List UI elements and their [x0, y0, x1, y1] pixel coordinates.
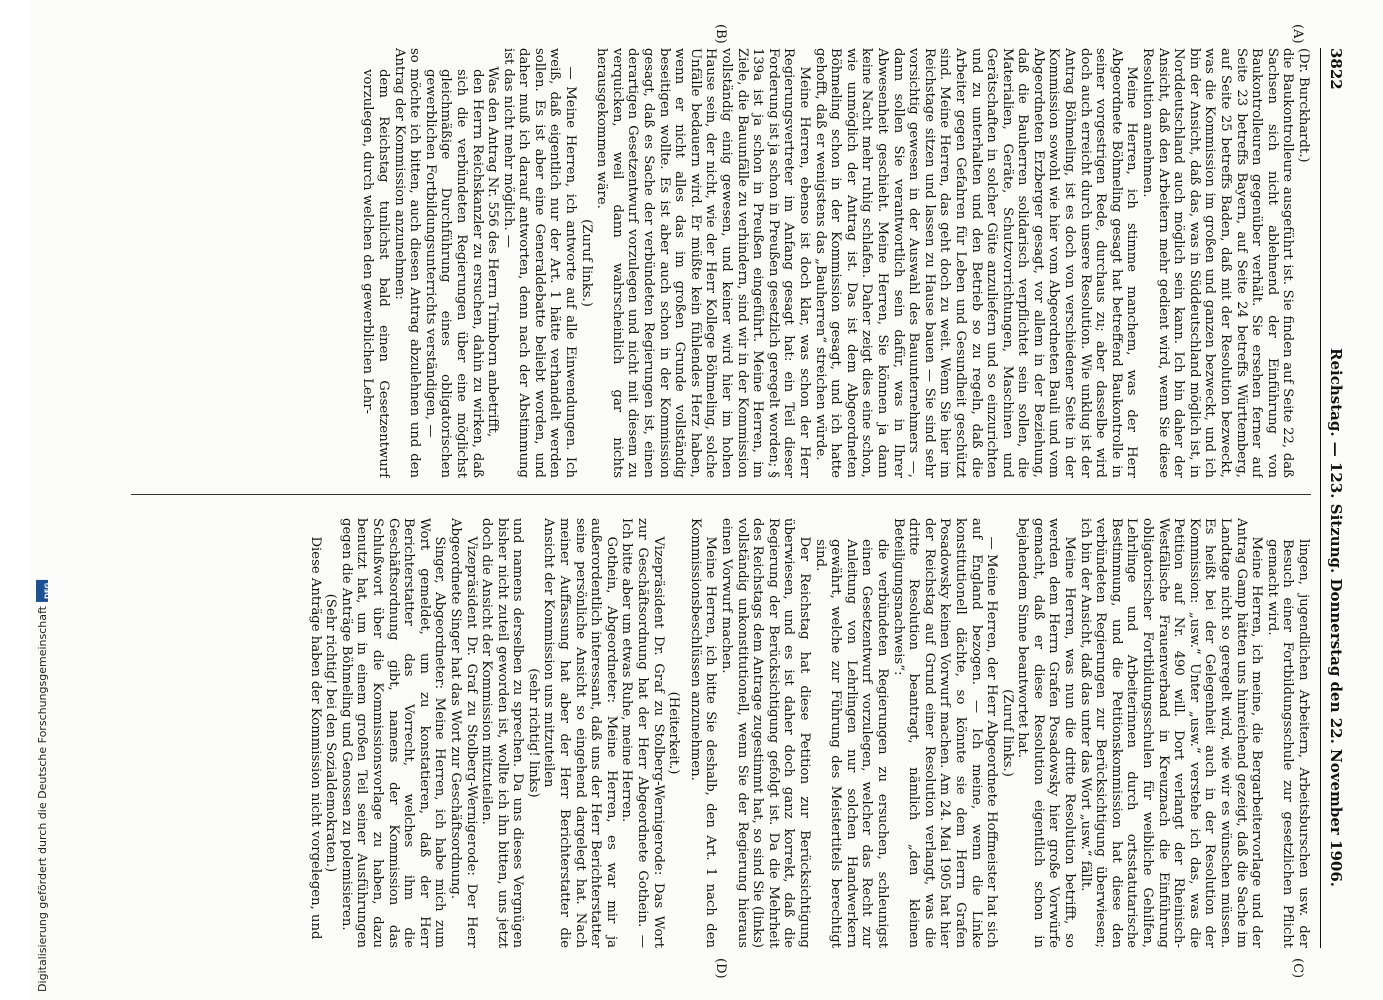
margin-marker-b: (B)	[713, 24, 728, 44]
left-column-paragraph: (Dr. Burckhardt.)	[1296, 48, 1311, 163]
right-column-paragraph: und namens derselben zu sprechen. Da uns dieses Vergnügen bisher nicht zuteil geworden ist, wollte ich ihn bitten, uns jetzt doch die Ansicht der Kommission mitzuteilen.	[479, 518, 526, 948]
right-column-paragraph: die verbündeten Regierungen zu ersuchen, schleunigst einen Gesetzentwurf vorzulegen, welcher das Recht zur Anleitung von Lehrlingen nur solchen Handwerkern gewährt, welche zur Führung des Meistertitels berechtigt sind.	[812, 539, 890, 948]
rotated-page-content	[30, 0, 1383, 1000]
left-column-paragraph: die Baukontrolleure ausgeführt ist. Sie finden auf Seite 22, daß Sachsen sich nicht ablehnend der Einführung von Baukontrolleuren gegenüber verhält. Sie ersehen ferner auf Seite 23 betreffs Bayern, auf Seite 24 betreffs Württemberg, auf Seite 25 betreffs Baden, daß mit der Resolution bezweckt, was die Kommission im großen und ganzen bezweckt, und ich bin der Ansicht, daß das, was in Süddeutschland möglich ist, in Norddeutschland auch möglich sein kann. Ich bin daher der Ansicht, daß den Arbeitern mehr gedient wird, wenn Sie diese Resolution annehmen.	[1140, 48, 1296, 478]
footer-credit-text: Digitalisierung gefördert durch die Deutsche Forschungsgemeinschaft	[36, 606, 49, 992]
left-column-paragraph: — Meine Herren, ich antworte auf alle Einwendungen. Ich weiß, daß eigentlich nur der Art. 1 hätte verhandelt werden sollen. Es ist aber eine Generaldebatte beliebt worden, und daher muß ich darauf antworten, denn nach der Abstimmung ist das nicht mehr möglich. —	[500, 48, 579, 478]
left-text-column	[91, 48, 1311, 478]
page-title: Reichstag. — 123. Sitzung. Donnerstag den 22. November 1906.	[1327, 348, 1345, 887]
right-text-column	[91, 518, 1311, 948]
right-column-paragraph: (Heiterkeit.)	[666, 691, 682, 775]
left-column-paragraph: Was den Antrag Nr. 556 des Herrn Trimborn anbetrifft,	[485, 66, 501, 438]
right-column-paragraph: Meine Herren, was nun die dritte Resolution betrifft, so werden dem Herrn Grafen Posadowsky hier große Vorwürfe gemacht, daß er diese Resolution eigentlich schon in bejahendem Sinne beantwortet hat.	[1015, 518, 1078, 948]
left-column-paragraph: dem Reichstag tunlichst bald einen Gesetzentwurf vorzulegen, durch welchen den gewerblichen Lehr-	[360, 69, 391, 478]
right-column-paragraph: Vizepräsident Dr. Graf zu Stolberg-Wernigerode: Das Wort zur Geschäftsordnung hat der Herr Abgeordnete Gothein. — Ich bitte aber um etwas Ruhe, meine Herren.	[619, 518, 666, 948]
column-divider	[131, 494, 1311, 495]
right-column-paragraph: Singer, Abgeordneter: Meine Herren, ich habe mich zum Wort gemeldet, um zu konstatieren, daß der Herr Berichterstatter das Vorrecht, welches ihm die Geschäftsordnung gibt, namens der Kommission das Schlußwort über die Kommissionsvorlage zu haben, dazu benutzt hat, um in einem großen Teil seiner Ausführungen gegen die Anträge Böhmeling und Genossen zu polemisieren.	[338, 518, 448, 948]
right-column-paragraph: (Zuruf links.)	[999, 689, 1015, 777]
left-column-paragraph: Meine Herren, ebenso ist doch klar, was schon der Herr Regierungsvertreter im Anfang gesagt hat: ein Teil dieser Forderung ist ja schon in Preußen gesetzlich geregelt worden; § 139a ist ja schon in Preußen eingeführt. Meine Herren, im Ziele, die Bauunfälle zu verhindern, sind wir in der Kommission vollständig einig gewesen, und keiner wird hier im hohen Hause sein, der nicht, wie der Herr Kollege Böhmeling, solche Unfälle bedauern wird. Er müßte kein fühlendes Herz haben, wenn er nicht alles das im großen Grunde vollständig beseitigen wollte. Es ist aber auch schon in der Kommission gesagt, daß es Sache der verbündeten Regierungen ist, einen derartigen Gesetzentwurf vorzulegen und nicht mit diesem zu verquicken, weil dann wahrscheinlich gar nichts herausgekommen wäre.	[594, 48, 812, 478]
left-column-paragraph: so möchte ich bitten, auch diesen Antrag abzulehnen und den Antrag der Kommission anzunehmen:	[391, 48, 423, 478]
scanned-page	[30, 0, 1383, 1000]
right-column-paragraph: Der Reichstag hat diese Petition zur Berücksichtigung überwiesen, und es ist daher doch ganz korrekt, daß die Regierung der Berücksichtigung gefolgt ist. Da die Mehrheit des Reichstags dem Antrage zugestimmt hat, so sind Sie (links) vollständig unkonstitutionell, wenn Sie der Regierung hieraus einen Vorwurf machen.	[719, 518, 812, 948]
page-header	[1320, 48, 1343, 948]
left-column-paragraph: (Zuruf links.)	[578, 219, 594, 307]
right-column-paragraph: Diese Anträge haben der Kommission nicht vorgelegen, und	[307, 536, 323, 940]
left-column-paragraph: den Herrn Reichskanzler zu ersuchen, dahin zu wirken, daß sich die verbündeten Regierungen über eine möglichst gleichmäßige Durchführung eines obligatorischen gewerblichen Fortbildungsunterrichts verständigen, —	[422, 69, 485, 478]
right-column-paragraph: — Meine Herren, der Herr Abgeordnete Hoffmeister hat sich auf England bezogen. — Ich meine, wenn die Linke konstitutionell dächte, so könnte sie dem Herrn Grafen Posadowsky keinen Vorwurf machen. Am 24. Mai 1905 hat hier der Reichstag auf Grund einer Resolution verlangt, was die dritte Resolution beantragt, nämlich „den kleinen Beteiligungsnachweis“:	[890, 518, 1000, 948]
margin-marker-a: (A)	[1290, 24, 1305, 44]
right-column-paragraph: Vizepräsident Dr. Graf zu Stolberg-Wernigerode: Der Herr Abgeordnete Singer hat das Wort zur Geschäftsordnung.	[447, 518, 479, 948]
dfg-logo-icon: DFG	[37, 580, 49, 602]
right-column-paragraph: (Sehr richtig! bei den Sozialdemokraten.)	[323, 593, 339, 873]
margin-marker-d: (D)	[713, 958, 728, 979]
right-column-paragraph: (sehr richtig! links)	[525, 668, 541, 798]
left-column-paragraph: Meine Herren, ich stimme manchem, was der Herr Abgeordnete Böhmeling gesagt hat betreffend Baukontrolle in seiner vorgestrigen Rede, durchaus zu; aber dasselbe wird doch auch erreicht durch unsere Resolution. Wie unklug ist der Antrag Böhmeling, ist es doch von verschiedener Seite in der Kommission sowohl wie hier vom Abgeordneten Bauli und vom Abgeordneten Erzberger gesagt, vor allem in der Beziehung, daß die Bauherren solidarisch verpflichtet sein sollen, die Materialien, Geräte, Schutzvorrichtungen, Maschinen und Gerätschaften in solcher Güte anzuliefern und so einzurichten und zu unterhalten und den Betrieb so zu regeln, daß die Arbeiter gegen Gefahren für Leben und Gesundheit geschützt sind. Meine Herren, das geht doch zu weit. Wenn Sie hier im Reichstage sitzen und lassen zu Hause bauen — Sie sind sehr vorsichtig gewesen in der Auswahl des Bauunternehmers —, dann sollen Sie verantwortlich sein dafür, was in Ihrer Abwesenheit geschieht. Meine Herren, Sie können ja dann keine Nacht mehr ruhig schlafen. Daher zeigt dies eine schon, wie unmöglich der Antrag ist. Das ist dem Abgeordneten Böhmeling schon in der Kommission gesagt, und ich hatte gehofft, daß er wenigstens das „Bauherren“ streichen würde.	[812, 48, 1140, 478]
page-number: 3822	[1327, 48, 1345, 90]
right-column-paragraph: lingen, jugendlichen Arbeitern, Arbeitsburschen usw. der Besuch einer Fortbildungsschule zur gesetzlichen Pflicht gemacht wird.	[1264, 539, 1311, 948]
right-column-paragraph: Meine Herren, ich bitte Sie deshalb, den Art. 1 nach den Kommissionsbeschlüssen anzunehmen.	[687, 518, 719, 948]
margin-marker-c: (C)	[1290, 958, 1305, 979]
right-column-paragraph: Meine Herren, ich meine, die Bergarbeitervorlage und der Antrag Gamp hätten uns hinreichend gezeigt, daß die Sache im Landtage nicht so geregelt wird, wie wir es wünschen müssen. Es heißt bei der Gelegenheit auch in der Resolution der Kommission: „usw.“ Unter „usw.“ verstehe ich das, was die Petition auf Nr. 490 will. Dort verlangt der Rheinisch-Westfälische Frauenverband in Kreuznach die Einführung obligatorischer Fortbildungsschulen für weibliche Gehilfen, Lehrlinge und Arbeiterinnen durch ortsstatutarische Bestimmung, und die Petitionskommission hat diese den verbündeten Regierungen zur Berücksichtigung überwiesen; ich bin der Ansicht, daß das unter das Wort „usw.“ fällt.	[1077, 518, 1265, 948]
right-column-paragraph: Gothein, Abgeordneter: Meine Herren, es war mir ja außerordentlich interessant, daß uns der Herr Berichterstatter seine persönliche Ansicht so eingehend dargelegt hat. Nach meiner Auffassung hat aber der Herr Berichterstatter die Ansicht der Kommission uns mitzuteilen	[541, 518, 619, 948]
footer-credit	[36, 580, 52, 992]
